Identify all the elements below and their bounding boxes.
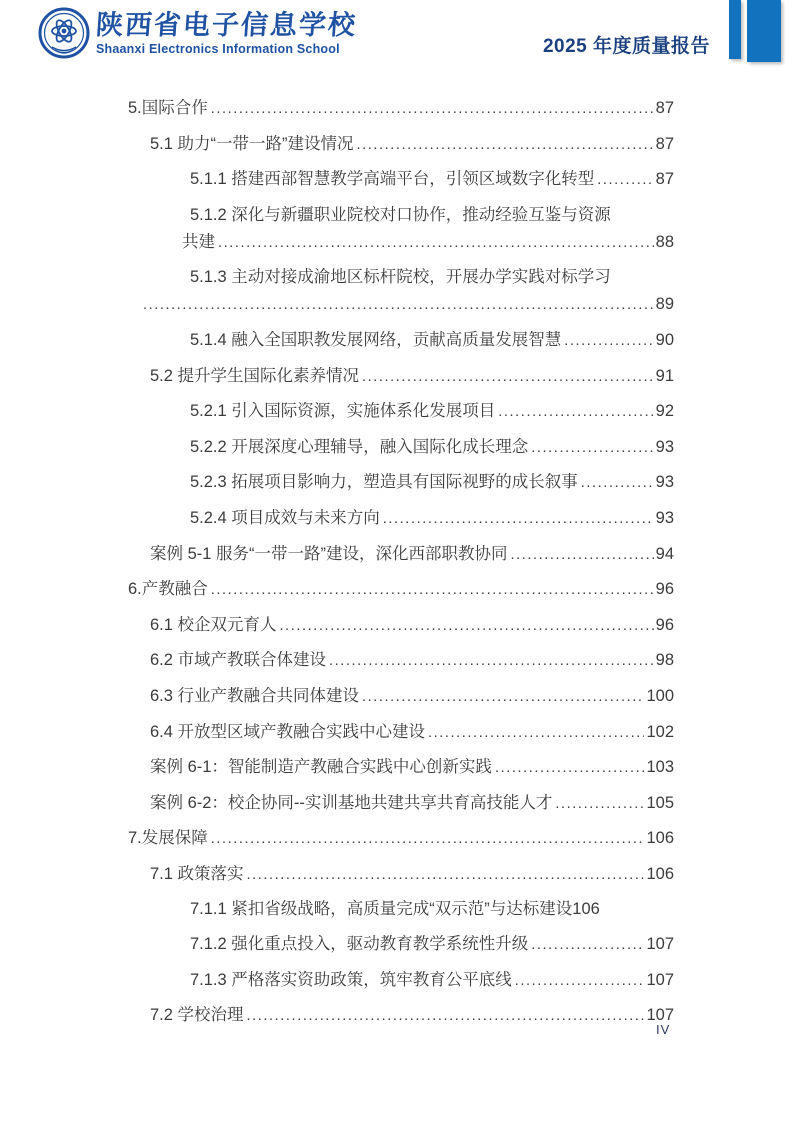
toc-entry[interactable] <box>128 969 674 993</box>
toc-entry[interactable] <box>128 329 674 353</box>
toc-entry[interactable] <box>128 436 674 460</box>
dot-leader <box>247 863 645 887</box>
school-name-block <box>96 10 426 56</box>
toc-entry-text[interactable]: 6.4 开放型区域产教融合实践中心建设 <box>150 722 426 741</box>
dot-leader <box>564 329 653 353</box>
toc-entry-text[interactable]: 5.2.3 拓展项目影响力，塑造具有国际视野的成长叙事 <box>190 473 578 492</box>
page-number: 107 <box>646 970 674 989</box>
dot-leader <box>555 792 644 816</box>
page-number: 106 <box>646 864 674 883</box>
toc-entry-text[interactable]: 5.1.3 主动对接成渝地区标杆院校，开展办学实践对标学习 <box>190 268 611 287</box>
page-number: 100 <box>646 686 674 705</box>
toc-entry-text[interactable]: 5.1 助力“一带一路”建设情况 <box>150 134 354 153</box>
toc-entry-text[interactable]: 6.产教融合 <box>128 580 208 599</box>
toc-entry-text[interactable]: 7.2 学校治理 <box>150 1006 244 1025</box>
school-logo-icon <box>38 7 90 61</box>
toc-entry[interactable] <box>128 168 674 192</box>
page-number: 96 <box>655 580 674 599</box>
toc-entry-text[interactable]: 案例 6-1：智能制造产教融合实践中心创新实践 <box>150 758 492 777</box>
toc-entry[interactable] <box>128 400 674 424</box>
page-number: 91 <box>655 366 674 385</box>
toc-entry-text[interactable]: 6.2 市域产教联合体建设 <box>150 651 327 670</box>
dot-leader <box>495 756 645 780</box>
page-number: 105 <box>646 793 674 812</box>
toc-entry-text[interactable]: 5.2.2 开展深度心理辅导，融入国际化成长理念 <box>190 437 529 456</box>
toc-entry-text[interactable]: 7.1 政策落实 <box>150 864 244 883</box>
dot-leader <box>143 293 654 317</box>
dot-leader <box>383 507 654 531</box>
dot-leader <box>280 614 654 638</box>
dot-leader <box>329 649 654 673</box>
toc-entry[interactable] <box>128 863 674 887</box>
toc-entry-text[interactable]: 7.发展保障 <box>128 829 208 848</box>
page-number: 96 <box>655 615 674 634</box>
toc-entry-text[interactable]: 5.1.1 搭建西部智慧教学高端平台，引领区域数字化转型 <box>190 170 595 189</box>
page-number: 93 <box>655 473 674 492</box>
toc-entry-wrap-text[interactable]: 共建 <box>182 232 215 251</box>
toc-entry[interactable] <box>128 933 674 957</box>
page-number: 107 <box>646 935 674 954</box>
page-number: 89 <box>655 295 674 314</box>
dot-leader <box>515 969 645 993</box>
dot-leader <box>428 721 644 745</box>
page-number: 93 <box>655 437 674 456</box>
toc-entry-text[interactable]: 6.1 校企双元育人 <box>150 615 277 634</box>
dot-leader <box>581 471 654 495</box>
page-number: 94 <box>655 544 674 563</box>
dot-leader <box>218 231 654 255</box>
page-number: 107 <box>646 1006 674 1025</box>
toc-entry-text[interactable]: 5.2.4 项目成效与未来方向 <box>190 508 380 527</box>
dot-leader <box>498 400 653 424</box>
toc-entry-text[interactable]: 案例 5-1 服务“一带一路”建设，深化西部职教协同 <box>150 544 508 563</box>
toc-entry-text[interactable]: 5.1.4 融入全国职教发展网络，贡献高质量发展智慧 <box>190 330 562 349</box>
toc-entry[interactable] <box>128 614 674 638</box>
dot-leader <box>531 436 653 460</box>
toc-entry[interactable] <box>128 649 674 673</box>
toc-entry-text[interactable]: 7.1.1 紧扣省级战略，高质量完成“双示范”与达标建设 <box>190 900 573 919</box>
toc-entry-text[interactable]: 5.1.2 深化与新疆职业院校对口协作，推动经验互鉴与资源 <box>190 205 611 224</box>
toc-entry[interactable] <box>128 756 674 780</box>
toc-entry-text[interactable]: 7.1.3 严格落实资助政策，筑牢教育公平底线 <box>190 970 512 989</box>
toc-entry[interactable] <box>128 898 674 921</box>
dot-leader <box>597 168 653 192</box>
toc-entry[interactable] <box>128 204 674 255</box>
page-number: 102 <box>646 722 674 741</box>
table-of-contents <box>128 97 674 1040</box>
dot-leader <box>211 97 654 121</box>
page-number: 90 <box>655 330 674 349</box>
dot-leader <box>357 133 654 157</box>
toc-entry-text[interactable]: 7.1.2 强化重点投入，驱动教育教学系统性升级 <box>190 935 529 954</box>
toc-entry[interactable] <box>128 133 674 157</box>
page-number: 106 <box>646 829 674 848</box>
toc-entry-text[interactable]: 5.国际合作 <box>128 99 208 117</box>
toc-entry[interactable] <box>128 97 674 121</box>
page-number: 106 <box>572 900 600 919</box>
page-number: 98 <box>655 651 674 670</box>
page-number: 87 <box>655 170 674 189</box>
page-number: 92 <box>655 402 674 421</box>
dot-leader <box>247 1004 645 1028</box>
toc-entry[interactable] <box>128 471 674 495</box>
page-number: 103 <box>646 758 674 777</box>
toc-entry-text[interactable]: 案例 6-2：校企协同--实训基地共建共享共育高技能人才 <box>150 793 553 812</box>
dot-leader <box>211 578 654 602</box>
header-accent-bar-wide <box>747 0 781 62</box>
page-number: 87 <box>655 134 674 153</box>
toc-entry[interactable] <box>128 266 674 317</box>
toc-entry-text[interactable]: 6.3 行业产教融合共同体建设 <box>150 686 360 705</box>
dot-leader <box>362 685 644 709</box>
dot-leader <box>531 933 644 957</box>
header-accent-bar-narrow <box>729 0 741 59</box>
toc-entry[interactable] <box>128 543 674 567</box>
page-number: 88 <box>655 232 674 251</box>
school-name-cn: 陕西省电子信息学校 <box>94 10 359 40</box>
toc-entry[interactable] <box>128 685 674 709</box>
toc-entry-text[interactable]: 5.2.1 引入国际资源，实施体系化发展项目 <box>190 402 496 421</box>
toc-entry[interactable] <box>128 827 674 851</box>
toc-entry[interactable] <box>128 1004 674 1028</box>
dot-leader <box>511 543 654 567</box>
toc-entry-text[interactable]: 5.2 提升学生国际化素养情况 <box>150 366 360 385</box>
dot-leader <box>211 827 645 851</box>
dot-leader <box>362 365 654 389</box>
toc-entry[interactable] <box>128 792 674 816</box>
toc-entry[interactable] <box>128 507 674 531</box>
page-number: 93 <box>655 508 674 527</box>
toc-entry[interactable] <box>128 578 674 602</box>
school-name-en: Shaanxi Electronics Information School <box>96 42 340 56</box>
page-number: 87 <box>655 99 674 117</box>
footer-page-number: IV <box>656 1022 671 1037</box>
toc-entry[interactable] <box>128 365 674 389</box>
toc-entry[interactable] <box>128 721 674 745</box>
report-title: 2025 年度质量报告 <box>542 36 710 57</box>
